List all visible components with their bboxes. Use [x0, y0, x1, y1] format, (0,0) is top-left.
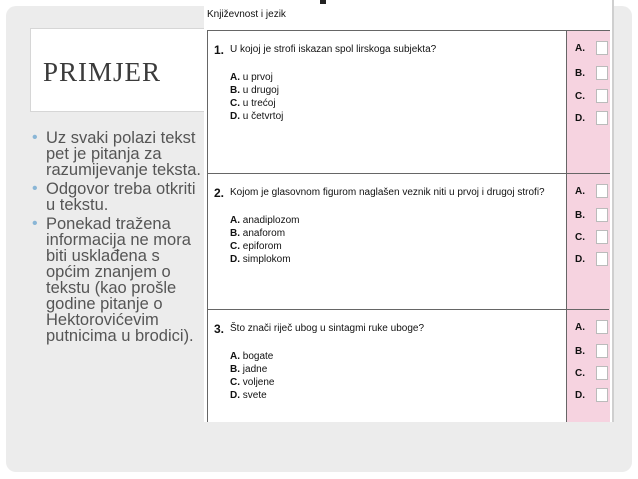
answer-c[interactable] [575, 230, 609, 246]
answer-b[interactable] [575, 344, 609, 360]
question-row-1 [208, 31, 609, 173]
question-row-2 [208, 173, 609, 310]
option-letter: D. [230, 254, 240, 265]
option-text: simplokom [242, 254, 291, 265]
answer-box[interactable] [596, 41, 608, 55]
answer-box[interactable] [596, 111, 608, 125]
title-box [30, 28, 208, 112]
question-row-3 [208, 309, 609, 422]
answer-d[interactable] [575, 388, 609, 404]
option [230, 350, 274, 363]
answer-box[interactable] [596, 230, 608, 244]
answer-letter: A. [575, 43, 585, 54]
answer-box[interactable] [596, 344, 608, 358]
bullet-item: • Ponekad tražena informacija ne mora biti usklađena s općim znanjem o tekstu (kao prošle godine pitanje o Hektorovićevim putnicima u brodici). [32, 216, 208, 344]
answer-letter: B. [575, 210, 585, 221]
option-list [230, 350, 274, 402]
answer-box[interactable] [596, 184, 608, 198]
answer-a[interactable] [575, 41, 609, 57]
option [230, 71, 283, 84]
bullet-list [32, 130, 208, 347]
option-letter: D. [230, 390, 240, 401]
question-text: Kojom je glasovnom figurom naglašen veznik niti u prvoj i drugoj strofi? [230, 187, 545, 198]
option-text: u drugoj [242, 85, 279, 96]
answer-b[interactable] [575, 66, 609, 82]
option [230, 84, 283, 97]
option-letter: D. [230, 111, 240, 122]
option-letter: C. [230, 241, 240, 252]
question-number: 3. [214, 322, 225, 336]
answer-letter: C. [575, 368, 585, 379]
answer-letter: D. [575, 390, 585, 401]
option-letter: C. [230, 98, 240, 109]
option-text: voljene [242, 377, 275, 388]
document-edge [612, 0, 614, 422]
option-text: bogate [242, 351, 274, 362]
option-text: anadiplozom [242, 215, 300, 226]
answer-a[interactable] [575, 320, 609, 336]
answer-letter: D. [575, 113, 585, 124]
answer-box[interactable] [596, 366, 608, 380]
document-mark [320, 0, 326, 4]
option [230, 214, 300, 227]
option-text: epiforom [242, 241, 282, 252]
question-number: 2. [214, 186, 225, 200]
answer-column [566, 174, 610, 310]
option-text: anaforom [242, 228, 286, 239]
option-list [230, 214, 300, 266]
answer-c[interactable] [575, 366, 609, 382]
answer-column [566, 31, 610, 173]
option-letter: A. [230, 351, 240, 362]
answer-c[interactable] [575, 89, 609, 105]
option-letter: A. [230, 215, 240, 226]
option-letter: C. [230, 377, 240, 388]
option [230, 227, 300, 240]
option [230, 240, 300, 253]
option-text: svete [242, 390, 267, 401]
answer-letter: B. [575, 346, 585, 357]
slide-title: PRIMJER [43, 57, 162, 87]
question-table [207, 30, 610, 422]
option-text: jadne [242, 364, 268, 375]
answer-letter: A. [575, 322, 585, 333]
option-text: u prvoj [242, 72, 273, 83]
question-text: Što znači riječ ubog u sintagmi ruke uboge? [230, 323, 425, 334]
answer-d[interactable] [575, 252, 609, 268]
answer-d[interactable] [575, 111, 609, 127]
answer-box[interactable] [596, 320, 608, 334]
answer-a[interactable] [575, 184, 609, 200]
option [230, 97, 283, 110]
question-number: 1. [214, 43, 225, 57]
answer-box[interactable] [596, 388, 608, 402]
option-letter: B. [230, 85, 240, 96]
option [230, 253, 300, 266]
option-letter: A. [230, 72, 240, 83]
question-cell [208, 31, 566, 173]
answer-letter: D. [575, 254, 585, 265]
option-text: u trećoj [242, 98, 276, 109]
bullet-item: • Odgovor treba otkriti u tekstu. [32, 181, 208, 213]
question-cell [208, 310, 566, 422]
option-text: u četvrtoj [242, 111, 284, 122]
option-letter: B. [230, 364, 240, 375]
exam-document [204, 0, 612, 422]
answer-box[interactable] [596, 252, 608, 266]
answer-column [566, 310, 610, 422]
option [230, 110, 283, 123]
option [230, 376, 274, 389]
question-cell [208, 174, 566, 310]
question-text: U kojoj je strofi iskazan spol lirskoga subjekta? [230, 44, 437, 55]
answer-letter: C. [575, 232, 585, 243]
option [230, 389, 274, 402]
document-header: Književnost i jezik [207, 9, 286, 20]
option-list [230, 71, 283, 123]
option [230, 363, 274, 376]
option-letter: B. [230, 228, 240, 239]
answer-box[interactable] [596, 66, 608, 80]
answer-letter: A. [575, 186, 585, 197]
answer-box[interactable] [596, 208, 608, 222]
answer-box[interactable] [596, 89, 608, 103]
bullet-item: • Uz svaki polazi tekst pet je pitanja za razumijevanje teksta. [32, 130, 208, 178]
answer-letter: B. [575, 68, 585, 79]
answer-b[interactable] [575, 208, 609, 224]
answer-letter: C. [575, 91, 585, 102]
